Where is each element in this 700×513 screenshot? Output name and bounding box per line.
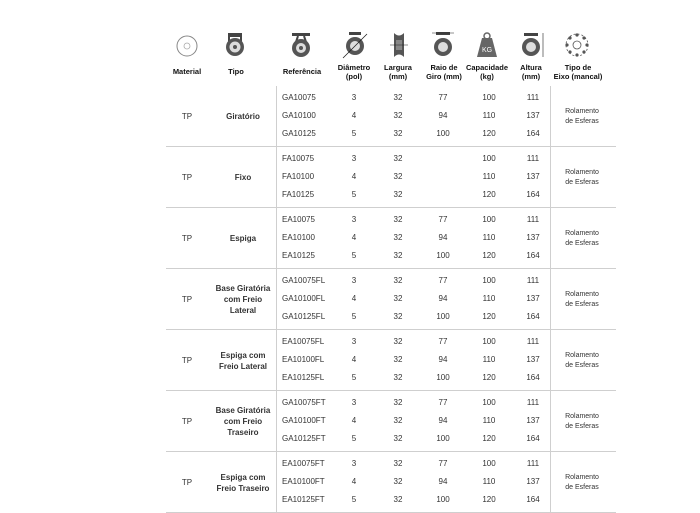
lar-cell: 32 [393,416,403,425]
raio-cell: 77 [438,337,448,346]
table-row [166,125,616,143]
material-cell: TP [181,477,193,487]
lar-cell: 32 [393,233,403,242]
table-row [166,229,616,247]
caster-side-icon [286,30,316,60]
dia-cell: 5 [351,251,357,260]
alt-cell: 164 [526,495,540,504]
header-raio [422,63,466,81]
raio-cell: 100 [436,312,450,321]
material-cell: TP [181,233,193,243]
lar-cell: 32 [393,355,403,364]
lar-cell: 32 [393,251,403,260]
table-row [166,473,616,491]
dia-cell: 5 [351,434,357,443]
ref-cell: EA10125FT [282,495,325,504]
raio-cell: 77 [438,215,448,224]
raio-cell: 94 [438,233,448,242]
table-row [166,394,616,412]
raio-cell: 94 [438,355,448,364]
header-altura [512,63,550,81]
raio-cell: 100 [436,495,450,504]
cap-cell: 110 [482,416,496,425]
material-cell: TP [181,355,193,365]
alt-cell: 164 [526,251,540,260]
material-cell: TP [181,111,193,121]
lar-cell: 32 [393,190,403,199]
table-row [166,186,616,204]
alt-cell: 137 [526,416,540,425]
lar-cell: 32 [393,93,403,102]
table-group [166,391,616,452]
alt-cell: 137 [526,172,540,181]
table-row [166,89,616,107]
dia-cell: 4 [351,294,357,303]
cap-cell: 110 [482,477,496,486]
cap-cell: 100 [482,337,496,346]
table-row [166,455,616,473]
lar-cell: 32 [393,294,403,303]
table-row [166,168,616,186]
spec-table [166,86,616,513]
dia-cell: 5 [351,129,357,138]
dia-cell: 4 [351,233,357,242]
table-row [166,107,616,125]
lar-cell: 32 [393,373,403,382]
table-group [166,452,616,513]
ref-cell: GA10075FT [282,398,326,407]
raio-cell: 94 [438,477,448,486]
alt-cell: 137 [526,477,540,486]
alt-cell: 164 [526,190,540,199]
lar-cell: 32 [393,477,403,486]
ref-cell: GA10125 [282,129,316,138]
raio-cell: 77 [438,276,448,285]
ref-cell: GA10075 [282,93,316,102]
lar-cell: 32 [393,276,403,285]
header-altura-line2: (mm) [521,72,541,81]
dia-cell: 3 [351,276,357,285]
tipo-line: Giratório [226,112,260,121]
header-eixo [550,63,606,81]
ref-cell: GA10100FL [282,294,326,303]
eixo-line: Rolamento [565,473,599,481]
header-eixo-line2: Eixo (mancal) [553,72,603,81]
alt-cell: 164 [526,434,540,443]
header-altura-line1: Altura [520,63,542,72]
alt-cell: 164 [526,129,540,138]
ref-cell: FA10075 [282,154,315,163]
ref-cell: GA10125FT [282,434,326,443]
lar-cell: 32 [393,337,403,346]
cap-cell: 110 [482,111,496,120]
cap-cell: 120 [482,312,496,321]
cap-cell: 100 [482,215,496,224]
cap-cell: 120 [482,129,496,138]
cap-cell: 110 [482,355,496,364]
dia-cell: 3 [351,154,357,163]
cap-cell: 110 [482,172,496,181]
tipo-line: Base Giratória [215,406,271,415]
ref-cell: GA10100 [282,111,316,120]
dia-cell: 4 [351,355,357,364]
tipo-line: Lateral [229,306,257,315]
lar-cell: 32 [393,398,403,407]
cap-cell: 100 [482,398,496,407]
kg-label: KG [481,47,493,54]
lar-cell: 32 [393,312,403,321]
cap-cell: 120 [482,251,496,260]
lar-cell: 32 [393,129,403,138]
dia-cell: 5 [351,312,357,321]
raio-cell: 100 [436,373,450,382]
header-diametro-line2: (pol) [345,72,363,81]
cap-cell: 100 [482,276,496,285]
ref-cell: EA10125FL [282,373,325,382]
cap-cell: 110 [482,294,496,303]
table-group [166,86,616,147]
tipo-line: Fixo [234,173,252,182]
ref-cell: EA10125 [282,251,315,260]
alt-cell: 111 [526,459,540,468]
alt-cell: 111 [526,398,540,407]
cap-cell: 120 [482,434,496,443]
dia-cell: 3 [351,215,357,224]
alt-cell: 111 [526,93,540,102]
dia-cell: 4 [351,477,357,486]
ref-cell: EA10100FT [282,477,325,486]
dia-cell: 5 [351,495,357,504]
wheel-diameter-icon [340,30,370,60]
tipo-line: com Freio [223,295,263,304]
raio-cell: 100 [436,129,450,138]
ref-cell: EA10100 [282,233,315,242]
material-circle-icon [172,30,202,60]
table-row [166,290,616,308]
alt-cell: 111 [526,154,540,163]
tipo-line: com Freio [223,417,263,426]
dia-cell: 3 [351,398,357,407]
raio-cell: 77 [438,459,448,468]
table-group [166,147,616,208]
dia-cell: 5 [351,373,357,382]
dia-cell: 3 [351,459,357,468]
tipo-line: Freio Lateral [218,361,267,371]
eixo-line: Rolamento [565,412,599,420]
eixo-line: de Esferas [565,178,599,186]
alt-cell: 137 [526,111,540,120]
tipo-line: Base Giratória [215,284,271,293]
ball-bearing-icon [562,30,592,60]
lar-cell: 32 [393,459,403,468]
alt-cell: 137 [526,233,540,242]
ref-cell: EA10075FT [282,459,325,468]
header-capacidade-line1: Capacidade [465,63,509,72]
alt-cell: 111 [526,215,540,224]
lar-cell: 32 [393,215,403,224]
material-cell: TP [181,416,193,426]
header-capacidade [464,63,510,81]
ref-cell: GA10100FT [282,416,326,425]
ref-cell: EA10075FL [282,337,325,346]
header-diametro [336,63,372,81]
tipo-line: Espiga [229,234,257,243]
header-largura-line1: Largura [384,63,412,72]
raio-cell: 94 [438,294,448,303]
cap-cell: 110 [482,233,496,242]
alt-cell: 137 [526,355,540,364]
cap-cell: 100 [482,154,496,163]
alt-cell: 164 [526,373,540,382]
eixo-line: de Esferas [565,361,599,369]
header-diametro-line1: Diâmetro [337,63,371,72]
header-largura-line2: (mm) [388,72,408,81]
cap-cell: 100 [482,459,496,468]
dia-cell: 3 [351,337,357,346]
dia-cell: 5 [351,190,357,199]
table-row [166,272,616,290]
table-row [166,150,616,168]
eixo-line: de Esferas [565,483,599,491]
eixo-line: Rolamento [565,290,599,298]
eixo-line: Rolamento [565,229,599,237]
alt-cell: 164 [526,312,540,321]
raio-cell: 77 [438,93,448,102]
lar-cell: 32 [393,154,403,163]
caster-front-icon [220,30,250,60]
alt-cell: 111 [526,337,540,346]
table-row [166,333,616,351]
material-cell: TP [181,172,193,182]
tipo-line: Espiga com [220,350,266,360]
header-material: Material [172,67,202,76]
raio-cell: 100 [436,434,450,443]
ref-cell: GA10125FL [282,312,326,321]
ref-cell: FA10125 [282,190,315,199]
dia-cell: 3 [351,93,357,102]
table-row [166,369,616,387]
ref-cell: EA10100FL [282,355,325,364]
cap-cell: 120 [482,190,496,199]
lar-cell: 32 [393,434,403,443]
header-largura [380,63,416,81]
table-row [166,308,616,326]
header-eixo-line1: Tipo de [564,63,592,72]
material-cell: TP [181,294,193,304]
swivel-radius-icon [428,30,458,60]
table-row [166,211,616,229]
cap-cell: 100 [482,93,496,102]
height-icon [516,30,546,60]
table-row [166,491,616,509]
header-raio-line1: Raio de [430,63,458,72]
ref-cell: GA10075FL [282,276,326,285]
dia-cell: 4 [351,172,357,181]
cap-cell: 120 [482,495,496,504]
eixo-line: de Esferas [565,300,599,308]
ref-cell: EA10075 [282,215,315,224]
table-group [166,269,616,330]
eixo-line: Rolamento [565,107,599,115]
table-group [166,330,616,391]
wheel-width-icon [384,30,414,60]
tipo-line: Freio Traseiro [216,483,270,493]
header-referencia: Referência [282,67,322,76]
raio-cell: 94 [438,111,448,120]
lar-cell: 32 [393,111,403,120]
weight-kg-icon [472,30,502,60]
tipo-line: Espiga com [220,472,266,482]
header-capacidade-line2: (kg) [480,72,494,81]
eixo-line: Rolamento [565,351,599,359]
alt-cell: 111 [526,276,540,285]
lar-cell: 32 [393,172,403,181]
eixo-line: de Esferas [565,117,599,125]
raio-cell: 77 [438,398,448,407]
eixo-line: Rolamento [565,168,599,176]
table-row [166,412,616,430]
table-group [166,208,616,269]
raio-cell: 94 [438,416,448,425]
header-raio-line2: Giro (mm) [426,72,462,81]
raio-cell: 100 [436,251,450,260]
cap-cell: 120 [482,373,496,382]
header-tipo: Tipo [228,67,244,76]
alt-cell: 137 [526,294,540,303]
dia-cell: 4 [351,111,357,120]
table-row [166,430,616,448]
tipo-line: Traseiro [227,428,259,437]
table-row [166,247,616,265]
lar-cell: 32 [393,495,403,504]
eixo-line: de Esferas [565,239,599,247]
ref-cell: FA10100 [282,172,315,181]
table-row [166,351,616,369]
dia-cell: 4 [351,416,357,425]
eixo-line: de Esferas [565,422,599,430]
